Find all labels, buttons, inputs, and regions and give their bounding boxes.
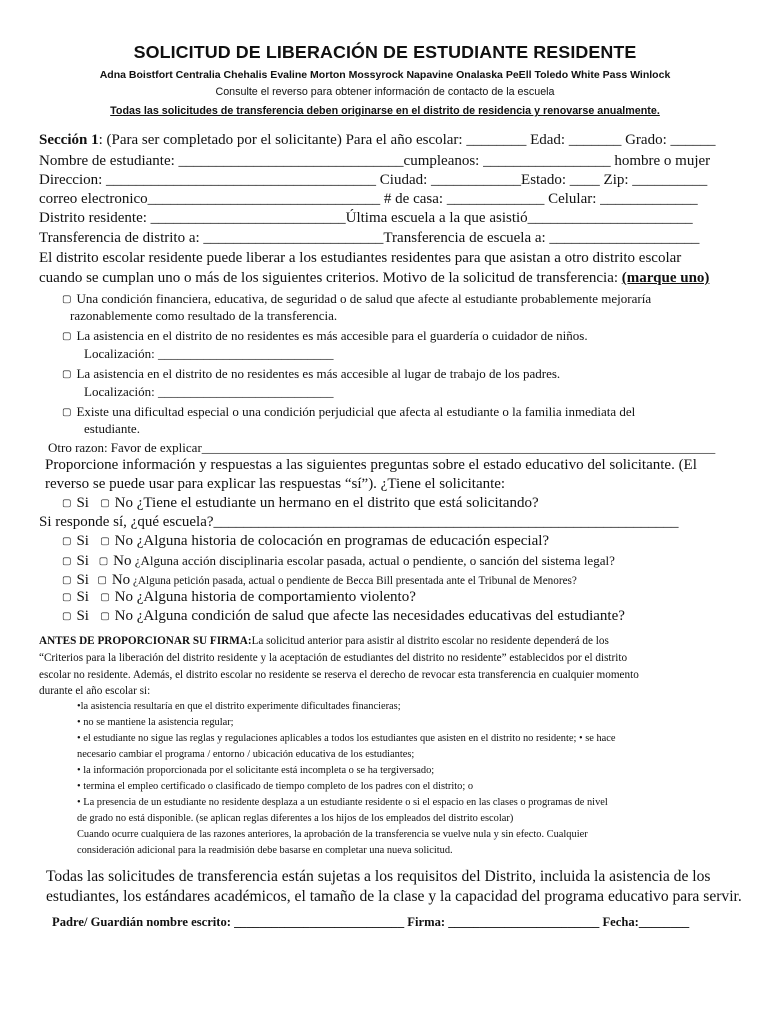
other-reason[interactable]: Otro razon: Favor de explicar_______________________________________________________________________________ <box>48 440 716 455</box>
disclaimer-line-4: durante el año escolar si: <box>39 685 151 697</box>
form-title: SOLICITUD DE LIBERACIÓN DE ESTUDIANTE RESIDENTE <box>133 42 637 62</box>
checkbox-reason-2[interactable]: ▢ <box>62 331 72 342</box>
question-sibling: ▢ Si ▢ No ¿Tiene el estudiante un hermano en el distrito que está solicitando? <box>62 495 539 511</box>
section1-heading: Sección 1 <box>39 132 99 148</box>
question-becca-bill: ▢ Si ▢ No ¿Alguna petición pasada, actual o pendiente de Becca Bill presentada ante el Tribunal de Menores? <box>62 572 577 588</box>
district-list: Adna Boistfort Centralia Chehalis Evaline Morton Mossyrock Napavine Onalaska PeEll Toledo White Pass Winlock <box>99 69 671 81</box>
disclaimer-bullet-6: • La presencia de un estudiante no residente desplaza a un estudiante residente o si el espacio en las clases o programas de nivel <box>77 797 608 808</box>
checkbox-no-q1[interactable]: ▢ <box>100 498 110 509</box>
checkbox-no-q4[interactable]: ▢ <box>97 575 107 586</box>
disclaimer-bullet-2: • no se mantiene la asistencia regular; <box>77 717 234 728</box>
section1-line-3: Direccion: ____________________________________ Ciudad: ____________Estado: ____ Zip: __________ <box>39 172 708 188</box>
reason-1-cont: razonablemente como resultado de la transferencia. <box>70 308 338 323</box>
disclaimer-line-1: ANTES DE PROPORCIONAR SU FIRMA:La solicitud anterior para asistir al distrito escolar no residente dependerá de los <box>39 635 609 647</box>
signature-line[interactable]: Padre/ Guardián nombre escrito: ___________________________ Firma: ________________________ Fecha:________ <box>52 915 690 929</box>
checkbox-no-q2[interactable]: ▢ <box>100 536 110 547</box>
consult-note: Consulte el reverso para obtener información de contacto de la escuela <box>215 86 555 98</box>
section1-line-6: Transferencia de distrito a: ________________________Transferencia de escuela a: ____________________ <box>39 230 700 246</box>
checkbox-reason-4[interactable]: ▢ <box>62 407 72 418</box>
questions-intro-1: Proporcione información y respuestas a las siguientes preguntas sobre el estado educativo del solicitante. (El <box>45 457 697 473</box>
reason-2-location[interactable]: Localización: ___________________________ <box>84 346 334 361</box>
question-health: ▢ Si ▢ No ¿Alguna condición de salud que afecte las necesidades educativas del estudiante? <box>62 608 625 624</box>
release-intro-2: cuando se cumplan uno o más de los siguientes criterios. Motivo de la solicitud de transferencia: (marque uno) <box>39 270 710 286</box>
checkbox-si-q5[interactable]: ▢ <box>62 592 72 603</box>
checkbox-si-q3[interactable]: ▢ <box>62 556 72 567</box>
checkbox-si-q2[interactable]: ▢ <box>62 536 72 547</box>
section1-line-2: Nombre de estudiante: ______________________________cumpleanos: _________________ hombre o mujer <box>39 153 711 169</box>
checkbox-si-q6[interactable]: ▢ <box>62 611 72 622</box>
checkbox-no-q5[interactable]: ▢ <box>100 592 110 603</box>
checkbox-reason-1[interactable]: ▢ <box>62 294 72 305</box>
checkbox-no-q3[interactable]: ▢ <box>98 556 109 567</box>
disclaimer-heading: ANTES DE PROPORCIONAR SU FIRMA: <box>39 635 252 647</box>
disclaimer-bullet-3: • el estudiante no sigue las reglas y regulaciones aplicables a todos los estudiantes que asisten en el distrito no residente; • se hace <box>77 733 616 744</box>
questions-intro-2: reverso se puede usar para explicar las respuestas “sí”). ¿Tiene el solicitante: <box>45 476 506 492</box>
reason-3: ▢ La asistencia en el distrito de no residentes es más accesible al lugar de trabajo de los padres. <box>62 366 561 381</box>
disclaimer-bullet-4: • la información proporcionada por el solicitante está incompleta o se ha tergiversado; <box>77 765 435 776</box>
disclaimer-void-note: Cuando ocurre cualquiera de las razones anteriores, la aprobación de la transferencia se vuelve nula y sin efecto. Cualquier <box>77 829 588 840</box>
reason-4-cont: estudiante. <box>84 421 140 436</box>
disclaimer-line-2: “Criterios para la liberación del distrito residente y la aceptación de estudiantes del distrito no residente” establecidos por el distrito <box>39 652 628 664</box>
reason-1: ▢ Una condición financiera, educativa, de seguridad o de salud que afecte al estudiante probablemente mejoraría <box>62 291 652 306</box>
transfer-notice: Todas las solicitudes de transferencia deben originarse en el distrito de residencia y renovarse anualmente. <box>110 105 660 117</box>
checkbox-si-q1[interactable]: ▢ <box>62 498 72 509</box>
disclaimer-readmission-note: consideración adicional para la readmisión debe basarse en completar una nueva solicitud. <box>77 845 453 856</box>
section1-line-4: correo electronico_______________________________ # de casa: _____________ Celular: _____________ <box>39 191 698 207</box>
disclaimer-bullet-5: • termina el empleo certificado o clasificado de tiempo completo de los padres con el distrito; o <box>77 781 474 792</box>
checkbox-reason-3[interactable]: ▢ <box>62 369 72 380</box>
disclaimer-bullet-1: •la asistencia resultaría en que el distrito experimente dificultades financieras; <box>77 701 401 712</box>
checkbox-si-q4[interactable]: ▢ <box>62 575 72 586</box>
section1-line-5: Distrito residente: __________________________Última escuela a la que asistió______________________ <box>39 210 693 226</box>
school-followup[interactable]: Si responde sí, ¿qué escuela?______________________________________________________________ <box>39 514 679 530</box>
release-intro-1: El distrito escolar residente puede liberar a los estudiantes residentes para que asistan a otro distrito escolar <box>39 250 682 266</box>
footer-line-2: estudiantes, los estándares académicos, el tamaño de la clase y la capacidad del programa educativo para servir. <box>46 888 742 905</box>
disclaimer-line-3: escolar no residente. Además, el distrito escolar no residente se reserva el derecho de revocar esta transferencia en cualquier momento <box>39 669 639 681</box>
section1-line-1: Sección 1: (Para ser completado por el solicitante) Para el año escolar: ________ Edad: _______ Grado: ______ <box>39 132 716 148</box>
checkbox-no-q6[interactable]: ▢ <box>100 611 110 622</box>
marque-uno-label: (marque uno) <box>621 270 710 286</box>
disclaimer-bullet-3-cont: necesario cambiar el programa / entorno / ubicación educativa de los estudiantes; <box>77 749 415 760</box>
reason-2: ▢ La asistencia en el distrito de no residentes es más accesible para el guardería o cuidador de niños. <box>62 328 588 343</box>
reason-4: ▢ Existe una dificultad especial o una condición perjudicial que afecta al estudiante o la familia inmediata del <box>62 404 636 419</box>
footer-line-1: Todas las solicitudes de transferencia están sujetas a los requisitos del Distrito, incluida la asistencia de los <box>46 868 711 885</box>
question-violence: ▢ Si ▢ No ¿Alguna historia de comportamiento violento? <box>62 589 416 605</box>
reason-3-location[interactable]: Localización: ___________________________ <box>84 384 334 399</box>
disclaimer-bullet-6-cont: de grado no está disponible. (se aplican reglas diferentes a los hijos de los empleados del distrito escolar) <box>77 813 514 824</box>
question-discipline: ▢ Si ▢ No ¿Alguna acción disciplinaria escolar pasada, actual o pendiente, o sanción del sistema legal? <box>62 553 615 569</box>
question-special-ed: ▢ Si ▢ No ¿Alguna historia de colocación en programas de educación especial? <box>62 533 550 549</box>
